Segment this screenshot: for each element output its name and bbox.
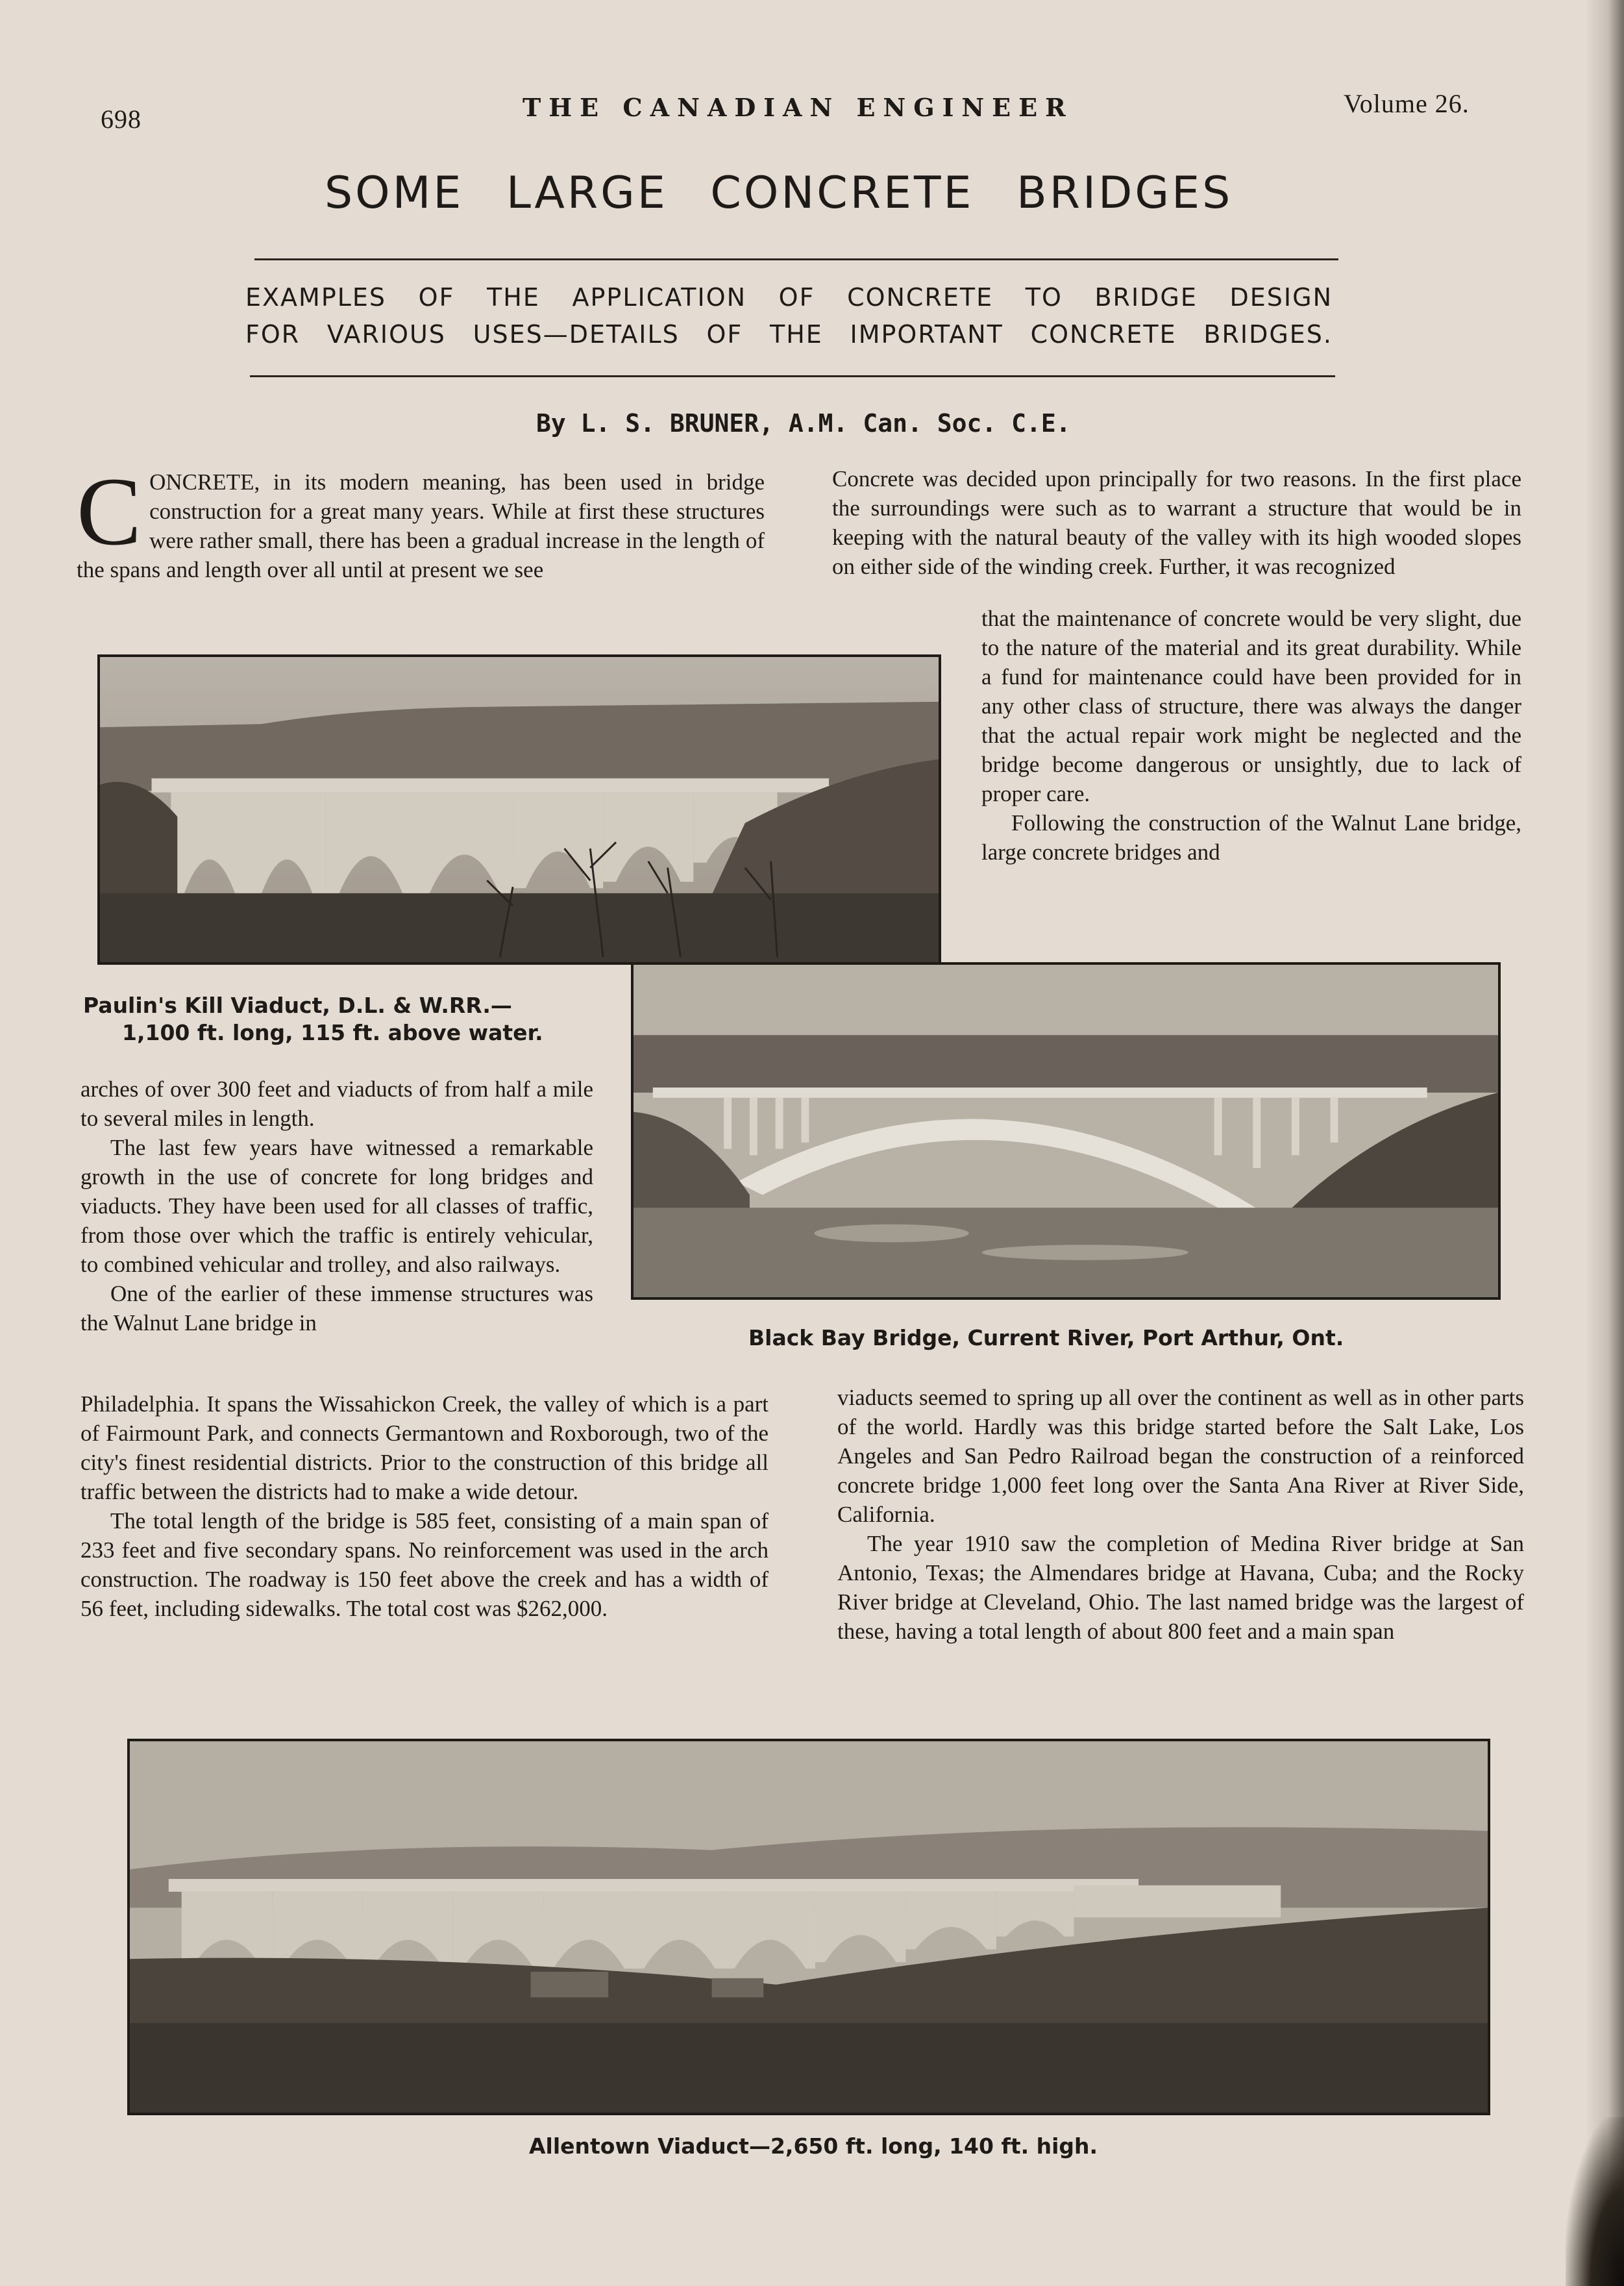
left-column-lower — [80, 1389, 769, 1623]
paragraph: arches of over 300 feet and viaducts of from half a mile to several miles in length. — [80, 1076, 593, 1131]
journal-title: THE CANADIAN ENGINEER — [523, 93, 1074, 122]
page-edge-shadow — [1585, 0, 1624, 2286]
title-rule-bottom — [250, 375, 1335, 377]
caption-line: Paulin's Kill Viaduct, D.L. & W.RR.— — [83, 993, 512, 1018]
paragraph: One of the earlier of these immense structures was the Walnut Lane bridge in — [80, 1281, 593, 1336]
paragraph: The last few years have witnessed a remarkable growth in the use of concrete for long bridges and viaducts. They have been used for all classes of traffic, from those over which the traffic is entirely vehicular, to combined vehicular and trolley, and also railways. — [80, 1135, 593, 1277]
allentown-viaduct-photo — [127, 1739, 1490, 2115]
paragraph: Following the construction of the Walnut Lane bridge, large concrete bridges and — [981, 810, 1521, 865]
drop-cap: C — [77, 458, 142, 565]
paulins-kill-caption — [83, 992, 602, 1047]
article-subtitle — [245, 279, 1333, 353]
volume-label: Volume 26. — [1344, 89, 1470, 118]
paragraph: ONCRETE, in its modern meaning, has been used in bridge construction for a great many years. While at first these structures were rather small, there has been a gradual increase in the length of the spans and length over all until at present we see — [77, 469, 765, 582]
allentown-caption: Allentown Viaduct—2,650 ft. long, 140 ft. high. — [529, 2133, 1098, 2159]
black-bay-caption: Black Bay Bridge, Current River, Port Arthur, Ont. — [748, 1325, 1344, 1350]
article-title: SOME LARGE CONCRETE BRIDGES — [325, 168, 1233, 219]
page-number: 698 — [101, 105, 141, 134]
left-column-intro — [77, 458, 765, 584]
page-corner-shadow — [1566, 2117, 1624, 2286]
right-column-wrap — [981, 604, 1521, 867]
right-column-intro — [832, 464, 1521, 581]
paragraph: The total length of the bridge is 585 feet, consisting of a main span of 233 feet and five secondary spans. No reinforcement was used in the arch construction. The roadway is 150 feet above the creek and has a width of 56 feet, including sidewalks. The total cost was $262,000. — [80, 1508, 769, 1621]
caption-line: 1,100 ft. long, 115 ft. above water. — [122, 1020, 543, 1045]
paragraph: that the maintenance of concrete would be very slight, due to the nature of the material and its great durability. While a fund for maintenance could have been provided for in any other class of structure, there was always the danger that the actual repair work might be neglected and the bridge become dangerous or unsightly, due to lack of proper care. — [981, 606, 1521, 806]
paragraph: Concrete was decided upon principally for two reasons. In the first place the surroundings were such as to warrant a structure that would be in keeping with the natural beauty of the valley with its high wooded slopes on either side of the winding creek. Further, it was recognized — [832, 466, 1521, 579]
paragraph: Philadelphia. It spans the Wissahickon Creek, the valley of which is a part of Fairmount Park, and connects Germantown and Roxborough, two of the city's finest residential districts. Prior to the construction of this bridge all traffic between the districts had to make a wide detour. — [80, 1391, 769, 1504]
paulins-kill-viaduct-photo — [97, 654, 941, 965]
subtitle-line-2: FOR VARIOUS USES—DETAILS OF THE IMPORTANT CONCRETE BRIDGES. — [245, 320, 1333, 349]
subtitle-line-1: EXAMPLES OF THE APPLICATION OF CONCRETE TO BRIDGE DESIGN — [245, 283, 1333, 312]
title-rule-top — [254, 258, 1338, 260]
paragraph: The year 1910 saw the completion of Medina River bridge at San Antonio, Texas; the Almendares bridge at Havana, Cuba; and the Rocky River bridge at Cleveland, Ohio. The last named bridge was the largest of these, having a total length of about 800 feet and a main span — [837, 1531, 1524, 1644]
byline: By L. S. BRUNER, A.M. Can. Soc. C.E. — [536, 409, 1071, 438]
black-bay-bridge-photo — [631, 962, 1501, 1300]
left-column-middle — [80, 1075, 593, 1337]
paragraph: viaducts seemed to spring up all over the continent as well as in other parts of the world. Hardly was this bridge started before the Salt Lake, Los Angeles and San Pedro Railroad began the construction of a reinforced concrete bridge 1,000 feet long over the Santa Ana River at River Side, California. — [837, 1385, 1524, 1527]
right-column-lower — [837, 1383, 1524, 1646]
